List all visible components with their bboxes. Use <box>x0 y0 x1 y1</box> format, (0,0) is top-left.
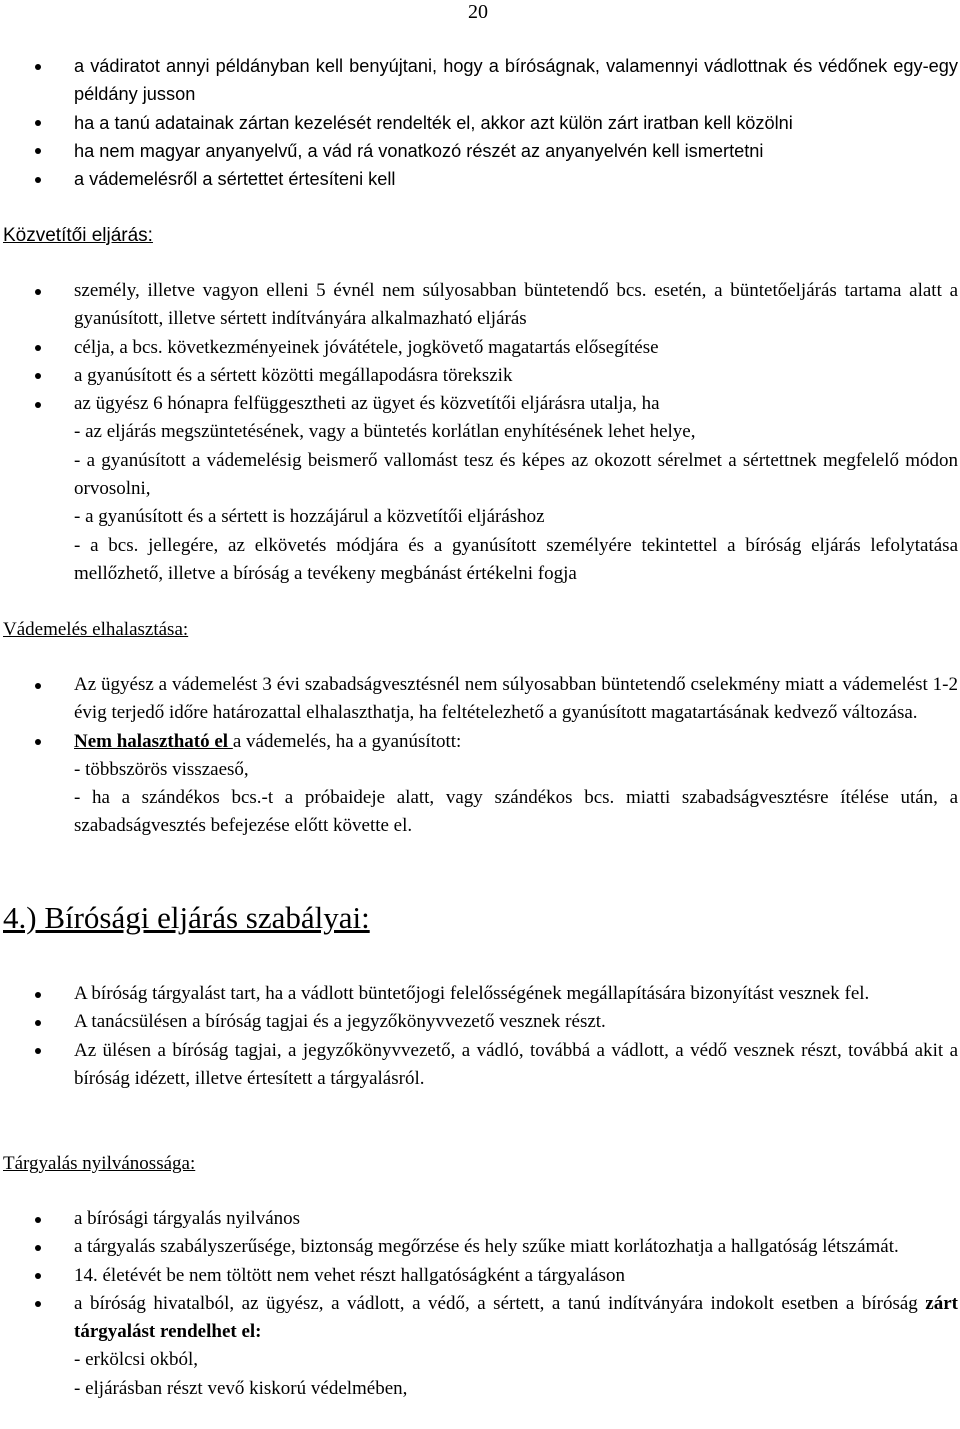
list-item: Az ügyész a vádemelést 3 évi szabadságvesztésnél nem súlyosabban büntetendő cselekmény miatt a vádemelést 1-2 évig terjedő időre határozattal elhalaszthatja, ha feltételezhető a gyanúsított magatartásának kedvező változása. <box>0 671 960 728</box>
reason-line: - erkölcsi okból, <box>74 1349 199 1371</box>
list-item: Az ülésen a bíróság tagjai, a jegyzőkönyvvezető, a vádló, továbbá a vádlott, a védő vesznek részt, továbbá akit a bíróság idézett, illetve értesített a tárgyalásról. <box>0 1037 960 1094</box>
nyilvanossag-section <box>0 1205 960 1403</box>
list-item-text: a bíróság hivatalból, az ügyész, a vádlott, a védő, a sértett, a tanú indítványára indokolt esetben a bíróság <box>74 1292 926 1314</box>
list-item: a vádiratot annyi példányban kell benyújtani, hogy a bíróságnak, valamennyi vádlottnak és védőnek egy-egy példány jusson <box>0 52 960 109</box>
halasztas-heading: Vádemelés elhalasztása: <box>3 619 189 640</box>
list-item: célja, a bcs. következményeinek jóvátétele, jogkövető magatartás elősegítése <box>0 334 960 362</box>
condition-line: - ha a szándékos bcs.-t a próbaideje alatt, vagy szándékos bcs. miatti szabadságvesztésre ítélése után, a szabadságvesztés befejezése előtt követte el. <box>74 787 958 837</box>
list-item: A tanácsülésen a bíróság tagjai és a jegyzőkönyvvezető vesznek részt. <box>0 1008 960 1036</box>
list-item: A bíróság tárgyalást tart, ha a vádlott büntetőjogi felelősségének megállapítására bizonyítást vesznek fel. <box>0 980 960 1008</box>
kozvetitoi-heading: Közvetítői eljárás: <box>3 225 153 246</box>
condition-line: - a gyanúsított a vádemelésig beismerő vallomást tesz és képes az okozott sérelmet a sértettnek megfelelő módon orvosolni, <box>74 449 958 500</box>
list-item-text: a vádemelés, ha a gyanúsított: <box>232 730 462 752</box>
condition-line: - többszörös visszaeső, <box>74 758 249 780</box>
emphasis-text: zárt tárgyalást rendelhet el: <box>74 1292 958 1343</box>
emphasis-text: Nem halasztható el <box>74 730 233 752</box>
halasztas-section <box>0 671 960 841</box>
list-item: ha a tanú adatainak zártan kezelését rendelték el, akkor azt külön zárt iratban kell közölni <box>0 109 960 137</box>
list-item: a tárgyalás szabályszerűsége, biztonság megőrzése és hely szűke miatt korlátozhatja a hallgatóság létszámát. <box>0 1233 960 1261</box>
reason-line: - eljárásban részt vevő kiskorú védelmében, <box>74 1377 408 1399</box>
condition-line: - a bcs. jellegére, az elkövetés módjára és a gyanúsított személyére tekintettel a bíróság eljárás lefolytatása mellőzhető, illetve a bíróság a tevékeny megbánást értékelni fogja <box>74 534 958 584</box>
nyilvanossag-heading: Tárgyalás nyilvánossága: <box>3 1153 196 1174</box>
list-item: a gyanúsított és a sértett közötti megállapodásra törekszik <box>0 362 960 390</box>
condition-line: - az eljárás megszüntetésének, vagy a büntetés korlátlan enyhítésének lehet helye, <box>74 421 696 443</box>
page-number: 20 <box>468 1 488 23</box>
list-item: az ügyész 6 hónapra felfüggesztheti az ügyet és közvetítői eljárásra utalja, ha <box>0 390 960 418</box>
intro-section <box>0 52 960 193</box>
birosagi-section <box>0 980 960 1093</box>
list-item: a bírósági tárgyalás nyilvános <box>0 1205 960 1233</box>
list-item <box>0 1290 960 1347</box>
kozvetitoi-section <box>0 277 960 588</box>
list-item: 14. életévét be nem töltött nem vehet részt hallgatóságként a tárgyaláson <box>0 1262 960 1290</box>
condition-line: - a gyanúsított és a sértett is hozzájárul a közvetítői eljáráshoz <box>74 506 545 528</box>
list-item: ha nem magyar anyanyelvű, a vád rá vonatkozó részét az anyanyelvén kell ismertetni <box>0 137 960 165</box>
birosagi-heading: 4.) Bírósági eljárás szabályai: <box>3 900 370 935</box>
list-item: személy, illetve vagyon elleni 5 évnél nem súlyosabban büntetendő bcs. esetén, a büntetőeljárás tartama alatt a gyanúsított, illetve sértett indítványára alkalmazható eljárás <box>0 277 960 334</box>
list-item: a vádemelésről a sértettet értesíteni kell <box>0 165 960 193</box>
list-item <box>0 728 960 756</box>
